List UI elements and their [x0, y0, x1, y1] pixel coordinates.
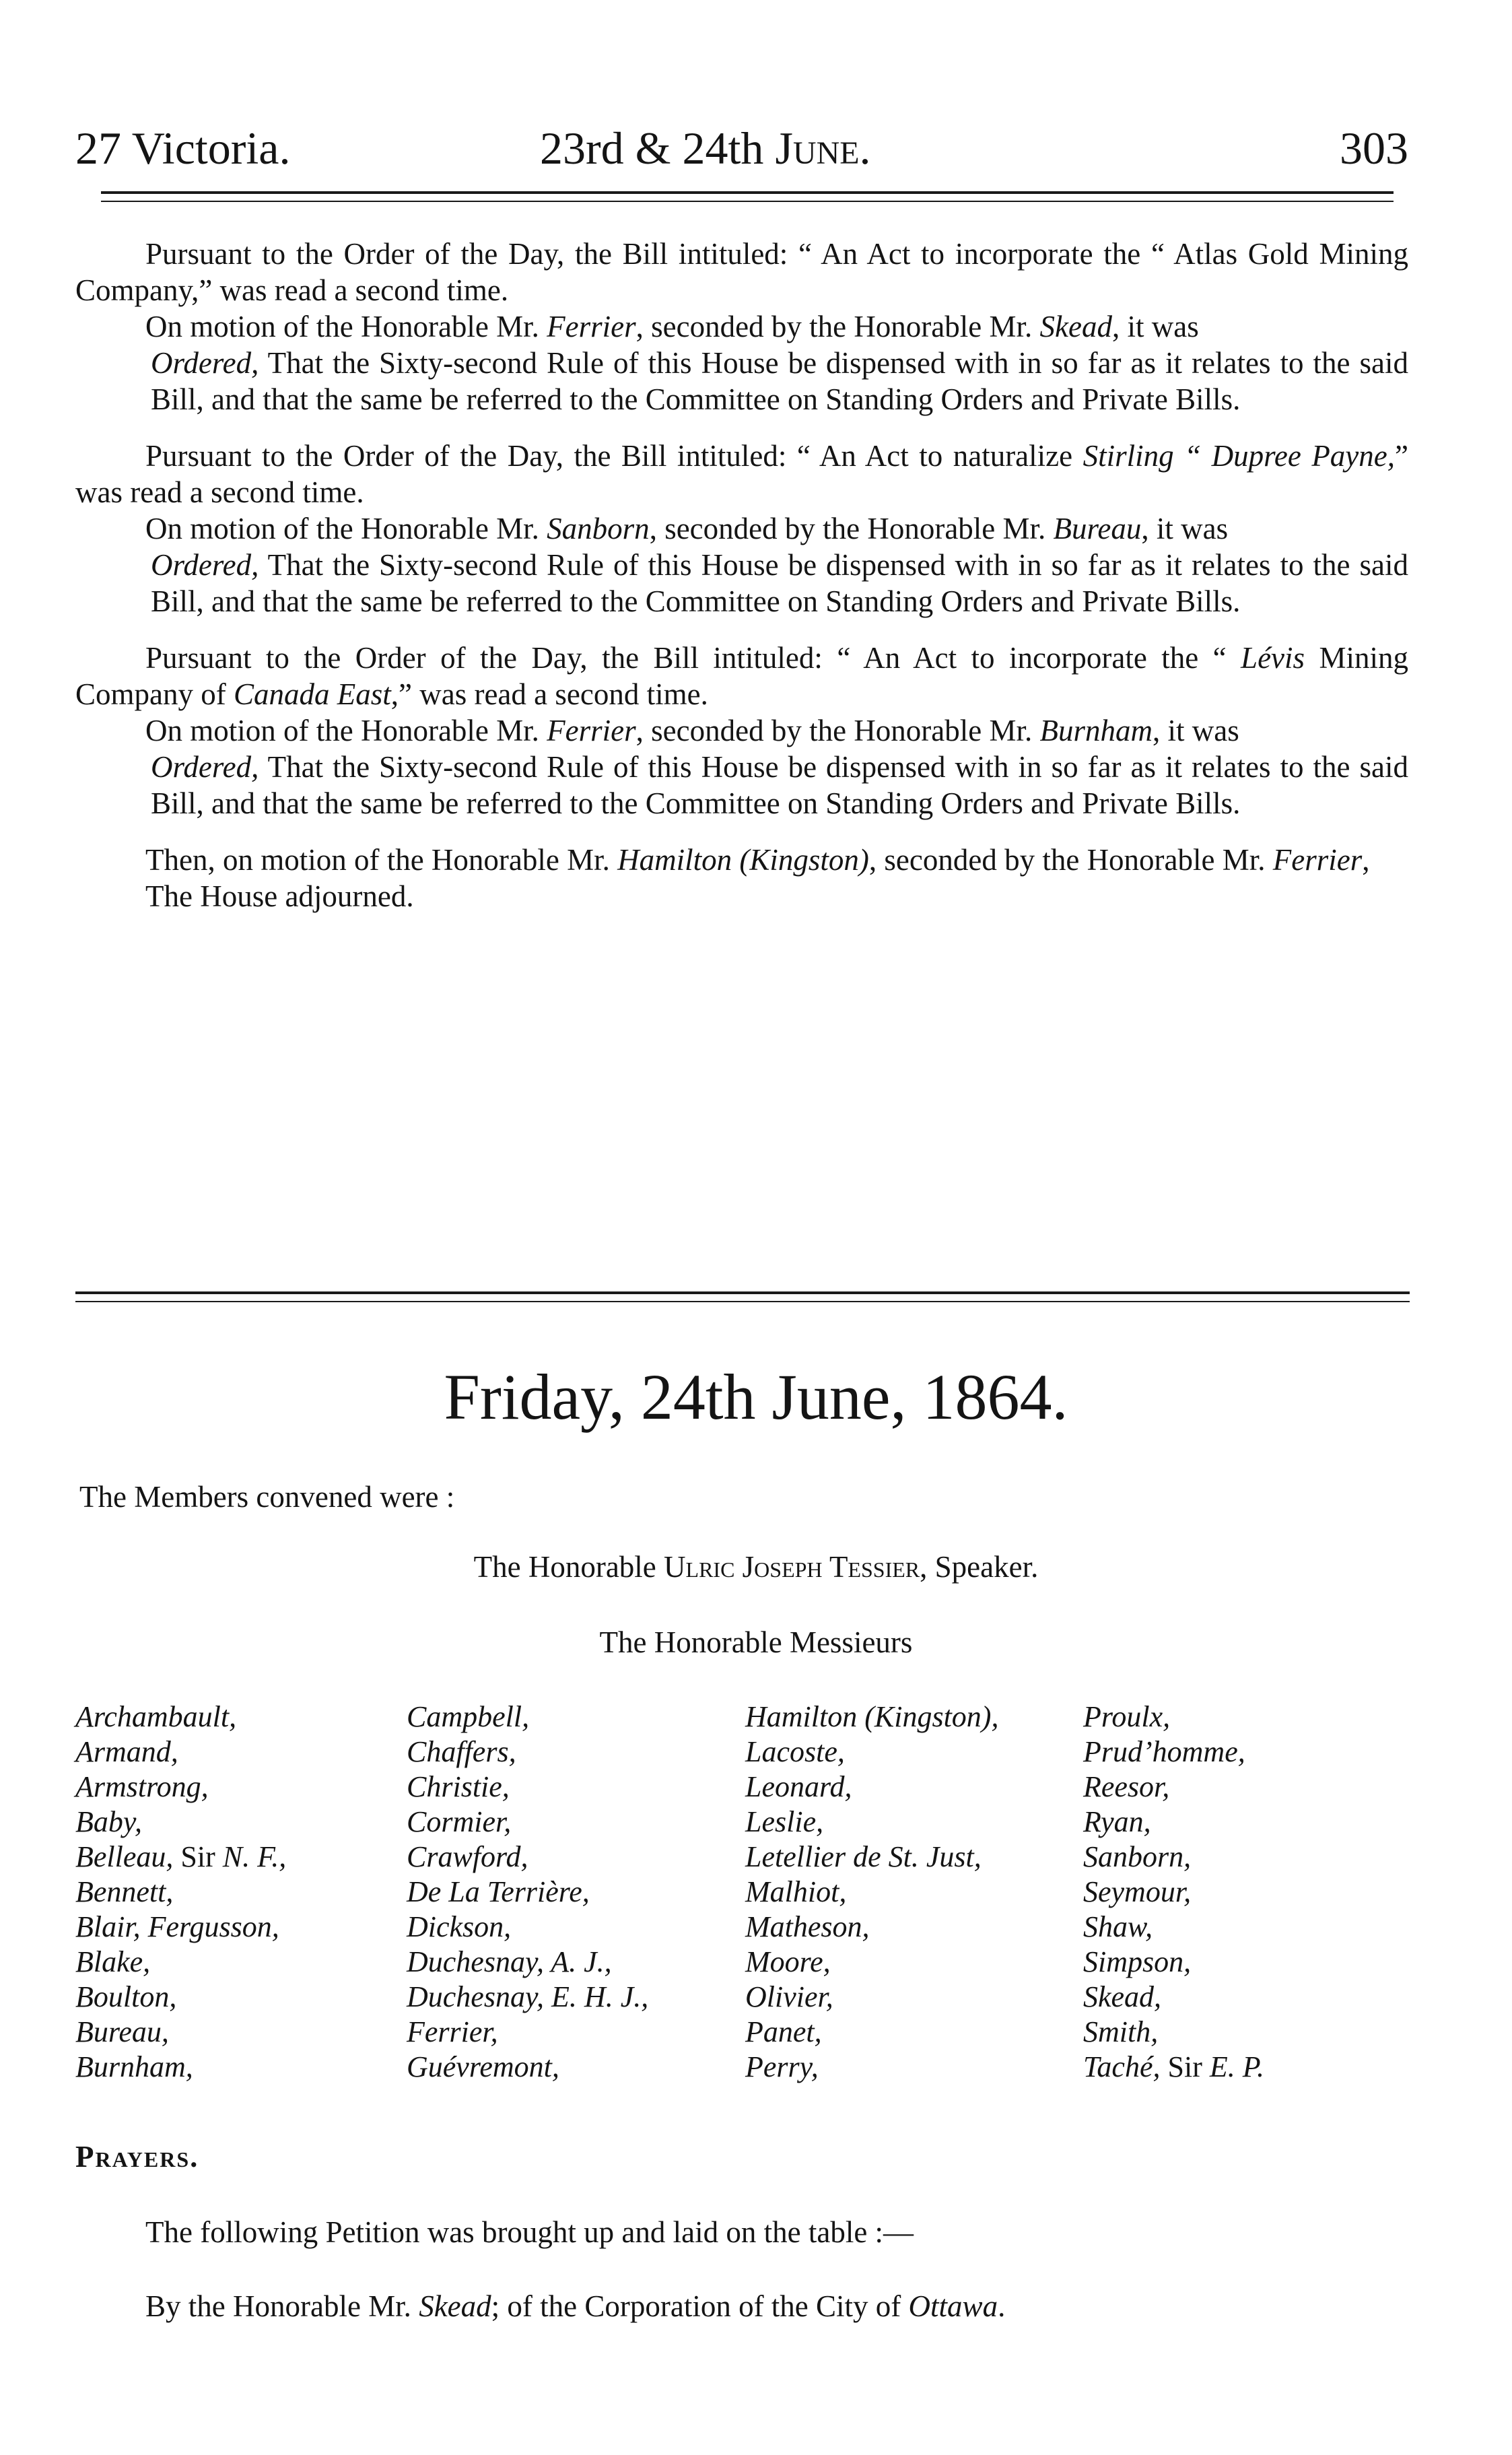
member-name: Sanborn, — [1083, 1840, 1192, 1873]
member-title: Sir — [1160, 2050, 1210, 2083]
section-rule — [75, 1291, 1410, 1302]
members-list — [75, 1700, 1422, 2144]
bill-reading-payne — [75, 438, 1408, 510]
member-name: Olivier, — [745, 1980, 833, 2013]
adjournment-line: The House adjourned. — [145, 879, 414, 913]
motion-text: On motion of the Honorable Mr. — [145, 714, 547, 747]
order-atlas — [75, 345, 1408, 417]
seconder-name: Burnham — [1039, 714, 1153, 747]
seconder-name: Bureau — [1053, 512, 1142, 545]
messieurs-heading: The Honorable Messieurs — [599, 1625, 913, 1659]
member-name: Letellier de St. Just, — [745, 1840, 982, 1873]
prayers-heading: Prayers. — [75, 2140, 199, 2174]
member-name: Matheson, — [745, 1910, 870, 1943]
member-name: Simpson, — [1083, 1945, 1192, 1978]
speaker-name: Ulric Joseph Tessier — [664, 1550, 920, 1584]
member-name: Guévremont, — [407, 2050, 559, 2083]
order-text: That the Sixty-second Rule of this House be dispensed with in so far as it relates to the said Bill, and that the same be referred to the Committee on Standing Orders and Private Bills. — [151, 548, 1408, 618]
bill-subject-name: Stirling “ Dupree Payne, — [1083, 439, 1396, 473]
member-initials: E. P. — [1209, 2050, 1264, 2083]
regnal-year: 27 Victoria. — [75, 123, 291, 174]
motion-text: , it was — [1141, 512, 1229, 545]
ordered-label: Ordered, — [151, 346, 259, 380]
order-levis — [75, 749, 1408, 821]
member-name: Burnham, — [75, 2050, 193, 2083]
member-name: Duchesnay, A. J., — [407, 1945, 612, 1978]
member-name: Bennett, — [75, 1875, 174, 1908]
paragraph-gap — [75, 619, 1408, 640]
mover-name: Ferrier — [547, 714, 636, 747]
ordered-label: Ordered, — [151, 750, 259, 784]
members-column-2 — [407, 1700, 648, 2085]
member-name: Perry, — [745, 2050, 819, 2083]
member-name: Armand, — [75, 1735, 178, 1768]
member-name: Seymour, — [1083, 1875, 1192, 1908]
member-name: Christie, — [407, 1770, 510, 1803]
adjournment-motion — [75, 842, 1408, 878]
member-name: Blake, — [75, 1945, 151, 1978]
bill-reading-levis — [75, 640, 1408, 712]
order-text: That the Sixty-second Rule of this House be dispensed with in so far as it relates to the said Bill, and that the same be referred to the Committee on Standing Orders and Private Bills. — [151, 346, 1408, 416]
member-name: Chaffers, — [407, 1735, 516, 1768]
members-column-4 — [1083, 1700, 1264, 2085]
page-dates-month: June. — [775, 123, 871, 174]
page-number: 303 — [1340, 123, 1408, 174]
member-surname: Belleau, — [75, 1840, 174, 1873]
paragraph-gap — [75, 821, 1408, 842]
page-dates — [540, 114, 871, 182]
member-name: Shaw, — [1083, 1910, 1153, 1943]
bill-reading-text: Pursuant to the Order of the Day, the Bill intituled: “ An Act to naturalize — [145, 439, 1083, 473]
member-name: Leonard, — [745, 1770, 852, 1803]
member-title: Sir — [173, 1840, 223, 1873]
member-name: Prud’homme, — [1083, 1735, 1245, 1768]
member-name: Skead, — [1083, 1980, 1162, 2013]
motion-payne — [75, 510, 1408, 547]
mover-name: Sanborn — [547, 512, 650, 545]
member-surname: Taché, — [1083, 2050, 1161, 2083]
member-name: Boulton, — [75, 1980, 177, 2013]
petition-middle: ; of the Corporation of the City of — [491, 2289, 909, 2323]
member-name: Leslie, — [745, 1805, 824, 1838]
motion-text: , seconded by the Honorable Mr. — [635, 714, 1040, 747]
member-name: Archambault, — [75, 1700, 237, 1733]
seconder-name: Skead — [1039, 310, 1112, 343]
member-name: Crawford, — [407, 1840, 528, 1873]
member-name: Moore, — [745, 1945, 831, 1978]
motion-text: , seconded by the Honorable Mr. — [635, 310, 1040, 343]
petitioner-name: Skead — [419, 2289, 491, 2323]
member-initials: N. F., — [222, 1840, 287, 1873]
motion-text: Then, on motion of the Honorable Mr. — [145, 843, 618, 877]
bill-reading-text: Mining Company of — [75, 641, 1408, 711]
member-name: Panet, — [745, 2015, 822, 2048]
seconder-name: Ferrier — [1272, 843, 1363, 877]
member-name: Dickson, — [407, 1910, 512, 1943]
motion-atlas — [75, 308, 1408, 345]
petition-suffix: . — [998, 2289, 1006, 2323]
member-name: Blair, Fergusson, — [75, 1910, 279, 1943]
mover-name: Hamilton (Kingston) — [617, 843, 869, 877]
member-name: Ferrier, — [407, 2015, 498, 2048]
member-name: Duchesnay, E. H. J., — [407, 1980, 649, 2013]
speaker-line — [0, 1549, 1512, 1585]
member-name: Armstrong, — [75, 1770, 209, 1803]
member-name-belleau — [75, 1840, 286, 1875]
proceedings-23rd — [75, 236, 1408, 914]
members-convened-line: The Members convened were : — [79, 1480, 455, 1514]
bill-reading-text: Pursuant to the Order of the Day, the Bill intituled: “ An Act to incorporate the “ Atlas Gold Mining Company,” was read a second time. — [75, 237, 1408, 307]
running-head — [75, 114, 1408, 182]
member-name: Hamilton (Kingston), — [745, 1700, 999, 1733]
header-rule — [101, 191, 1394, 202]
motion-text: , it was — [1153, 714, 1239, 747]
member-name: Ryan, — [1083, 1805, 1151, 1838]
member-name: Baby, — [75, 1805, 142, 1838]
motion-text: On motion of the Honorable Mr. — [145, 310, 547, 343]
speaker-suffix: , Speaker. — [920, 1550, 1039, 1584]
bill-subject-name: Lévis — [1241, 641, 1305, 675]
member-name: Malhiot, — [745, 1875, 847, 1908]
member-name: Proulx, — [1083, 1700, 1171, 1733]
member-name: Reesor, — [1083, 1770, 1170, 1803]
ordered-label: Ordered, — [151, 548, 259, 582]
page-dates-days: 23rd & 24th — [540, 123, 776, 174]
bill-reading-atlas — [75, 236, 1408, 308]
petition-entry — [145, 2288, 1005, 2324]
petition-prefix: By the Honorable Mr. — [145, 2289, 419, 2323]
paragraph-gap — [75, 417, 1408, 438]
motion-text: , — [1362, 843, 1370, 877]
order-text: That the Sixty-second Rule of this House be dispensed with in so far as it relates to the said Bill, and that the same be referred to the Committee on Standing Orders and Private Bills. — [151, 750, 1408, 820]
mover-name: Ferrier — [547, 310, 636, 343]
motion-text: , seconded by the Honorable Mr. — [868, 843, 1273, 877]
member-name: De La Terrière, — [407, 1875, 590, 1908]
motion-text: On motion of the Honorable Mr. — [145, 512, 547, 545]
member-name: Cormier, — [407, 1805, 512, 1838]
member-name: Campbell, — [407, 1700, 530, 1733]
motion-levis — [75, 712, 1408, 749]
day-heading: Friday, 24th June, 1864. — [444, 1361, 1068, 1433]
petition-city: Ottawa — [908, 2289, 998, 2323]
members-column-3 — [745, 1700, 998, 2085]
member-name: Lacoste, — [745, 1735, 845, 1768]
bill-reading-text: Pursuant to the Order of the Day, the Bill intituled: “ An Act to incorporate the “ — [145, 641, 1241, 675]
order-payne — [75, 547, 1408, 619]
member-name: Smith, — [1083, 2015, 1159, 2048]
member-name: Bureau, — [75, 2015, 169, 2048]
motion-text: , it was — [1111, 310, 1199, 343]
bill-reading-text: ,” was read a second time. — [390, 677, 708, 711]
motion-text: , seconded by the Honorable Mr. — [649, 512, 1054, 545]
members-column-1 — [75, 1700, 286, 2085]
bill-subject-place: Canada East — [233, 677, 391, 711]
member-name-tache — [1083, 2050, 1264, 2085]
bill-reading-text: ” was read a second time. — [75, 439, 1408, 509]
speaker-prefix: The Honorable — [473, 1550, 664, 1584]
petition-intro: The following Petition was brought up and laid on the table :— — [145, 2215, 914, 2249]
